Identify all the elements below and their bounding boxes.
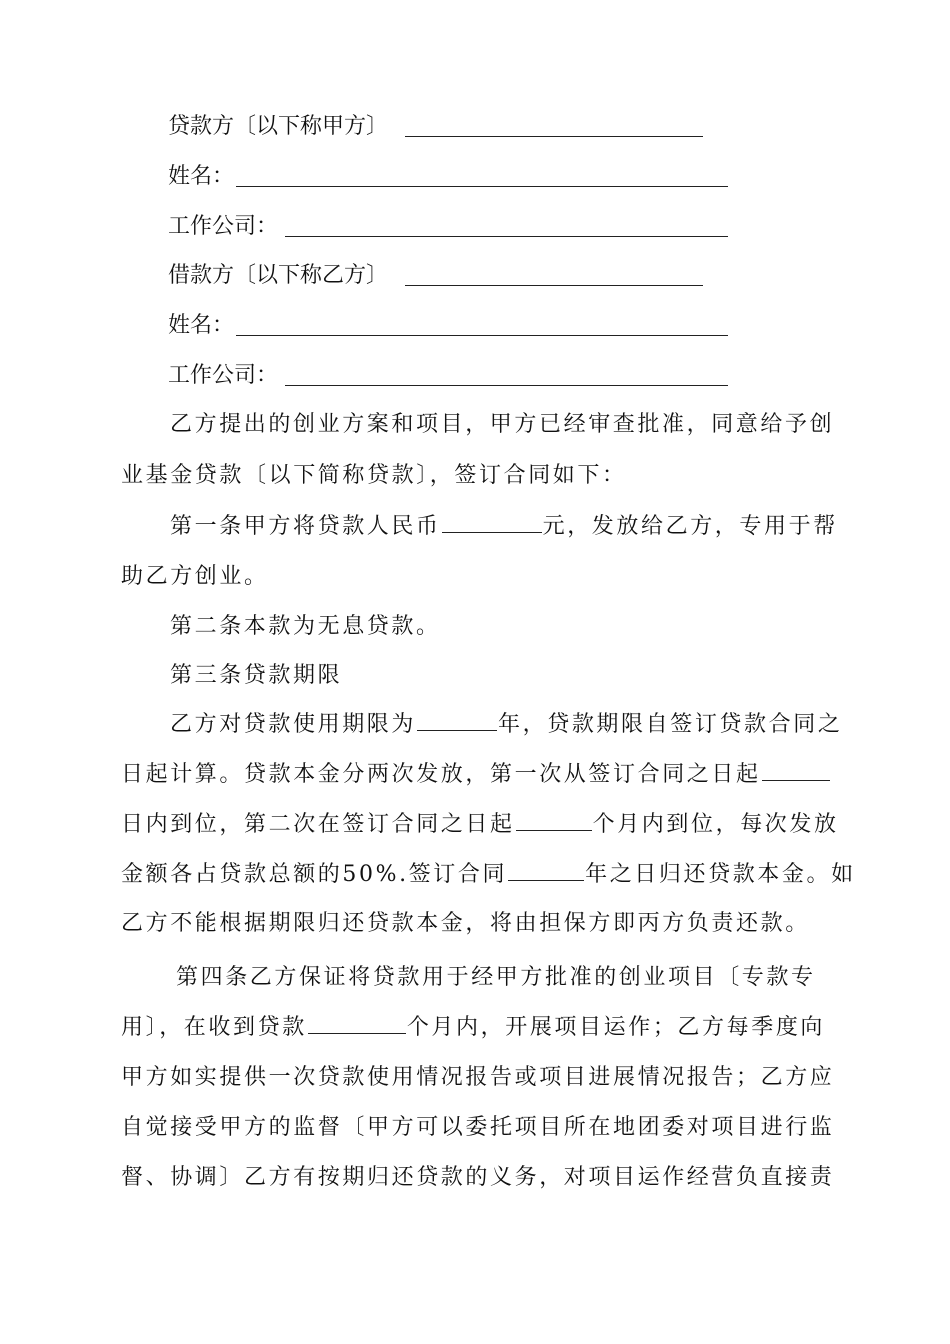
borrower-blank[interactable]	[405, 285, 703, 286]
lender-company-row	[0, 207, 950, 247]
lender-blank[interactable]	[405, 136, 703, 137]
article-4-line-4: 自觉接受甲方的监督〔甲方可以委托项目所在地团委对项目进行监	[121, 1115, 835, 1140]
second-disbursement-months-blank[interactable]	[516, 806, 592, 831]
lender-name-blank[interactable]	[236, 186, 728, 187]
article-1-line-2: 助乙方创业。	[121, 564, 269, 589]
loan-term-years-blank[interactable]	[417, 706, 497, 731]
lender-name-row	[0, 157, 950, 197]
article-3-line-1: 乙方对贷款使用期限为 年，贷款期限自签订贷款合同之	[170, 705, 842, 745]
lender-field-row	[0, 107, 950, 147]
article-4-line-5: 督、协调〕乙方有按期归还贷款的义务，对项目运作经营负直接责	[121, 1165, 835, 1190]
article-4-line-2: 用〕，在收到贷款 个月内，开展项目运作；乙方每季度向	[121, 1008, 825, 1048]
borrower-name-row	[0, 306, 950, 346]
borrower-label: 借款方〔以下称乙方〕	[168, 263, 389, 288]
article-3-line-3: 日内到位，第二次在签订合同之日起 个月内到位，每次发放	[121, 805, 839, 845]
project-start-months-blank[interactable]	[308, 1009, 406, 1034]
loan-amount-blank[interactable]	[442, 508, 542, 533]
repayment-years-blank[interactable]	[508, 856, 584, 881]
lender-name-label: 姓名：	[168, 164, 235, 189]
borrower-name-label: 姓名：	[168, 313, 235, 338]
borrower-company-row	[0, 356, 950, 396]
intro-paragraph-line-1: 乙方提出的创业方案和项目，甲方已经审查批准，同意给予创	[170, 412, 835, 437]
lender-company-label: 工作公司：	[168, 214, 279, 239]
article-4-line-1: 第四条乙方保证将贷款用于经甲方批准的创业项目〔专款专	[176, 965, 816, 990]
article-3-heading: 第三条贷款期限	[170, 663, 343, 688]
lender-company-blank[interactable]	[285, 236, 728, 237]
article-4-line-3: 甲方如实提供一次贷款使用情况报告或项目进展情况报告；乙方应	[121, 1065, 835, 1090]
lender-label: 贷款方〔以下称甲方〕	[168, 114, 389, 139]
article-3-line-5: 乙方不能根据期限归还贷款本金，将由担保方即丙方负责还款。	[121, 911, 810, 936]
article-3-line-2: 日起计算。贷款本金分两次发放，第一次从签订合同之日起	[121, 755, 831, 795]
borrower-company-blank[interactable]	[285, 385, 728, 386]
first-disbursement-days-blank[interactable]	[762, 756, 830, 781]
article-2: 第二条本款为无息贷款。	[170, 614, 441, 639]
borrower-company-label: 工作公司：	[168, 363, 279, 388]
borrower-name-blank[interactable]	[236, 335, 728, 336]
article-1-line-1: 第一条甲方将贷款人民币 元，发放给乙方，专用于帮	[170, 507, 838, 547]
article-3-line-4: 金额各占贷款总额的50%.签订合同 年之日归还贷款本金。如	[121, 855, 856, 895]
borrower-field-row	[0, 256, 950, 296]
intro-paragraph-line-2: 业基金贷款〔以下简称贷款〕，签订合同如下：	[121, 463, 627, 488]
